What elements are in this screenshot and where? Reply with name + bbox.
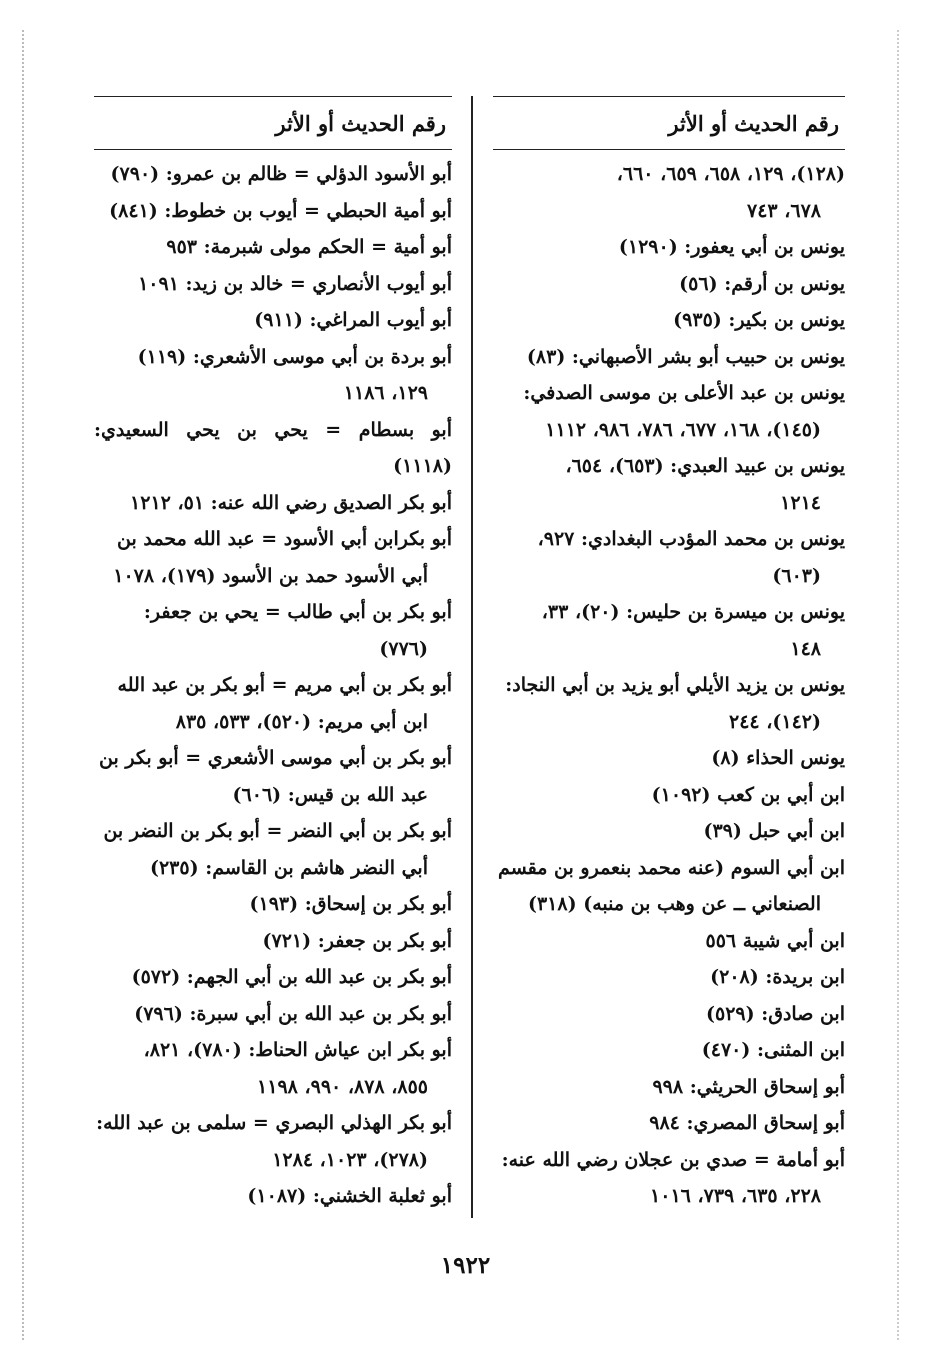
index-entry: [493, 740, 845, 777]
entry-continuation: ٨٥٥، ٨٧٨، ٩٩٠، ١١٩٨: [257, 1075, 428, 1098]
entry-text: ابن أبي حبل (٣٩): [703, 820, 845, 842]
entry-text: أبو بكر ابن عياش الحناط: (٧٨٠)، ٨٢١،: [143, 1039, 452, 1061]
entry-continuation: الصنعاني ــ عن وهب بن منبه) (٣١٨): [527, 893, 821, 915]
index-entry: [94, 302, 452, 339]
index-entry: [493, 266, 845, 303]
entry-continuation: ١٢١٤: [780, 491, 821, 514]
entry-continuation: ١٤٨: [790, 637, 821, 660]
entry-continuation: (٧٧٦): [379, 637, 428, 660]
entry-text: أبو بكر بن عبد الله بن أبي الجهم: (٥٧٢): [131, 966, 452, 988]
entry-text: يونس الحذاء (٨): [711, 747, 845, 769]
entries-left: [94, 156, 452, 1215]
index-entry: [493, 229, 845, 266]
entry-text: أبو بسطام = يحي بن يحي السعيدي: (١١١٨): [94, 418, 452, 477]
entry-text: يونس بن ميسرة بن حليس: (٢٠)، ٣٣،: [541, 601, 845, 623]
entry-text: يونس بن بكير: (٩٣٥): [673, 309, 845, 331]
entry-text: أبو أمية = الحكم مولى شبرمة: ٩٥٣: [166, 236, 452, 258]
index-entry: [94, 266, 452, 303]
column-header-left: رقم الحديث أو الأثر: [94, 96, 452, 150]
entry-text: أبو بكر بن أبي موسى الأشعري = أبو بكر بن: [99, 747, 452, 769]
entry-continuation: ١٢٩، ١١٨٦: [343, 382, 428, 404]
index-entry: [493, 448, 845, 521]
index-entry: [493, 923, 845, 960]
index-entry: [493, 1142, 845, 1215]
index-entry: [94, 485, 452, 522]
index-entry: [94, 667, 452, 740]
entry-continuation: ٦٧٨، ٧٤٣: [747, 199, 821, 222]
entry-text: ابن بريدة: (٢٠٨): [710, 966, 845, 988]
entry-text: أبو بكر الهذلي البصري = سلمى بن عبد الله:: [96, 1112, 452, 1134]
index-entry: [94, 996, 452, 1033]
entry-text: أبو بكر الصديق رضي الله عنه: ٥١، ١٢١٢: [130, 491, 452, 514]
column-header-right: رقم الحديث أو الأثر: [493, 96, 845, 150]
entry-text: أبو الأسود الدؤلي = ظالم بن عمرو: (٧٩٠): [110, 163, 452, 185]
entry-text: يونس بن عبيد العبدي: (٦٥٣)، ٦٥٤،: [565, 455, 845, 477]
entry-text: أبو بكر بن أبي طالب = يحي بن جعفر:: [143, 601, 452, 623]
index-entry: [493, 667, 845, 740]
entry-text: ابن صادق: (٥٢٩): [705, 1002, 845, 1025]
entry-text: يونس بن محمد المؤدب البغدادي: ٩٢٧،: [537, 528, 845, 550]
entries-right: [493, 156, 845, 1215]
entry-text: أبو أيوب المراغي: (٩١١): [254, 309, 452, 331]
index-entry: [493, 959, 845, 996]
index-entry: [94, 1105, 452, 1178]
entry-continuation: ٢٢٨، ٦٣٥، ٧٣٩، ١٠١٦: [650, 1185, 821, 1207]
left-column: [94, 96, 452, 1215]
margin-dots-left: [22, 30, 26, 1340]
entry-text: أبو ثعلبة الخشني: (١٠٨٧): [247, 1185, 452, 1207]
entry-text: أبو إسحاق الحريثي: ٩٩٨: [652, 1075, 845, 1098]
entry-text: يونس بن عبد الأعلى بن موسى الصدفي:: [523, 382, 845, 404]
entry-text: يونس بن أرقم: (٥٦): [679, 272, 845, 295]
index-entry: [94, 229, 452, 266]
index-entry: [493, 375, 845, 448]
entry-text: يونس بن يزيد الأيلي أبو يزيد بن أبي النجاد:: [505, 674, 845, 696]
entry-continuation: أبي النضر هاشم بن القاسم: (٢٣٥): [149, 856, 428, 879]
margin-dots-right: [897, 30, 901, 1340]
entry-text: أبو بكر بن أبي مريم = أبو بكر بن عبد الله: [117, 674, 452, 696]
entry-text: أبو بردة بن أبي موسى الأشعري: (١١٩): [137, 345, 452, 368]
index-entry: [94, 740, 452, 813]
index-entry: [493, 813, 845, 850]
index-entry: [493, 594, 845, 667]
entry-text: ابن أبي بن كعب (١٠٩٢): [651, 783, 845, 806]
entry-text: يونس بن أبي يعفور: (١٢٩٠): [618, 236, 845, 258]
entry-text: ابن أبي شيبة ٥٥٦: [705, 929, 845, 952]
entry-continuation: (١٤٥)، ١٦٨، ٦٧٧، ٧٨٦، ٩٨٦، ١١١٢: [545, 418, 821, 441]
index-entry: [493, 339, 845, 376]
index-entry: [94, 156, 452, 193]
entry-text: أبو بكر بن إسحاق: (١٩٣): [249, 893, 452, 915]
index-entry: [94, 813, 452, 886]
index-entry: [94, 193, 452, 230]
index-entry: [94, 1178, 452, 1215]
right-column: [493, 96, 845, 1215]
index-entry: [94, 412, 452, 485]
index-entry: [94, 521, 452, 594]
index-entry: [94, 1032, 452, 1105]
entry-text: أبو أيوب الأنصاري = خالد بن زيد: ١٠٩١: [138, 272, 452, 295]
index-entry: [94, 594, 452, 667]
index-entry: [94, 923, 452, 960]
entry-text: أبو بكر بن أبي النضر = أبو بكر بن النضر بن: [103, 820, 452, 842]
entry-text: أبو بكر بن جعفر: (٧٢١): [262, 929, 452, 952]
index-entry: [94, 959, 452, 996]
entry-text: ابن أبي السوم (عنه محمد بنعمرو بن مقسم: [498, 856, 845, 879]
entry-continuation: (٢٧٨)، ١٠٢٣، ١٢٨٤: [272, 1148, 428, 1171]
entry-text: أبو أمية الحبطي = أيوب بن خطوط: (٨٤١): [109, 199, 452, 222]
index-entry: [493, 1069, 845, 1106]
entry-continuation: (٦٠٣): [772, 564, 821, 587]
index-entry: [493, 1105, 845, 1142]
index-entry: [493, 521, 845, 594]
entry-continuation: عبد الله بن قيس: (٦٠٦): [232, 783, 428, 806]
index-entry: [493, 777, 845, 814]
index-entry: [493, 156, 845, 229]
index-entry: [94, 886, 452, 923]
index-entry: [493, 302, 845, 339]
entry-text: (١٢٨)، ١٢٩، ٦٥٨، ٦٥٩، ٦٦٠،: [616, 163, 845, 185]
entry-text: أبو أمامة = صدي بن عجلان رضي الله عنه:: [501, 1148, 845, 1171]
entry-continuation: ابن أبي مريم: (٥٢٠)، ٥٣٣، ٨٣٥: [175, 710, 428, 733]
entry-text: ابن المثنى: (٤٧٠): [701, 1039, 845, 1061]
entry-text: أبو بكرابن أبي الأسود = عبد الله محمد بن: [117, 528, 452, 550]
index-entry: [94, 339, 452, 412]
index-entry: [493, 996, 845, 1033]
entry-continuation: (١٤٢)، ٢٤٤: [729, 710, 821, 733]
page-number: ١٩٢٢: [440, 1252, 491, 1279]
entry-continuation: أبي الأسود حمد بن الأسود (١٧٩)، ١٠٧٨: [113, 564, 428, 587]
entry-text: أبو بكر بن عبد الله بن أبي سبرة: (٧٩٦): [134, 1002, 452, 1025]
entry-text: يونس بن حبيب أبو بشر الأصبهاني: (٨٣): [526, 345, 845, 368]
entry-text: أبو إسحاق المصري: ٩٨٤: [649, 1112, 845, 1134]
index-entry: [493, 1032, 845, 1069]
index-entry: [493, 850, 845, 923]
column-divider: [471, 96, 473, 1218]
